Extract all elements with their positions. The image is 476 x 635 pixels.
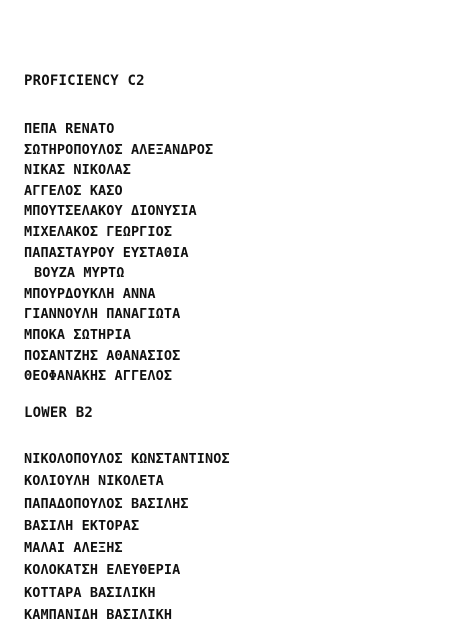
name-item: ΠΕΠΑ RENATO	[24, 121, 115, 137]
name-item: ΣΩΤΗΡΟΠΟΥΛΟΣ ΑΛΕΞΑΝΔΡΟΣ	[24, 141, 214, 158]
name-item: ΠΑΠΑΣΤΑΥΡΟΥ ΕΥΣΤΑΘΙΑ	[24, 244, 189, 261]
name-item: ΚΟΛΟΚΑΤΣΗ ΕΛΕΥΘΕΡΙΑ	[24, 562, 181, 579]
name-item: ΝΙΚΑΣ ΝΙΚΟΛΑΣ	[24, 162, 131, 179]
name-item: ΜΙΧΕΛΑΚΟΣ ΓΕΩΡΓΙΟΣ	[24, 223, 173, 240]
name-item: ΓΙΑΝΝΟΥΛΗ ΠΑΝΑΓΙΩΤΑ	[24, 306, 181, 323]
name-list-proficiency	[24, 119, 464, 387]
section-lower-b2	[24, 403, 464, 626]
name-item: ΠΑΠΑΔΟΠΟΥΛΟΣ ΒΑΣΙΛΗΣ	[24, 495, 189, 512]
section-proficiency-c2	[24, 71, 464, 387]
name-item: ΒΑΣΙΛΗ ΕΚΤΟΡΑΣ	[24, 517, 140, 534]
name-item: ΘΕΟΦΑΝΑΚΗΣ ΑΓΓΕΛΟΣ	[24, 368, 173, 385]
name-item: ΠΟΣΑΝΤΖΗΣ ΑΘΑΝΑΣΙΟΣ	[24, 347, 181, 364]
section-heading-proficiency: PROFICIENCY C2	[24, 73, 145, 89]
name-item: ΜΠΟΥΤΣΕΛΑΚΟΥ ΔΙΟΝΥΣΙΑ	[24, 203, 197, 220]
name-item: ΒΟΥΖΑ ΜΥΡΤΩ	[34, 265, 125, 282]
name-item: ΑΓΓΕΛΟΣ ΚΑΣΟ	[24, 182, 123, 199]
name-item: ΜΠΟΥΡΔΟΥΚΛΗ ΑΝΝΑ	[24, 285, 156, 302]
name-item: ΚΟΛΙΟΥΛΗ ΝΙΚΟΛΕΤΑ	[24, 473, 164, 490]
name-item: ΚΟΤΤΑΡΑ ΒΑΣΙΛΙΚΗ	[24, 584, 156, 601]
name-item: ΚΑΜΠΑΝΙΔΗ ΒΑΣΙΛΙΚΗ	[24, 607, 173, 624]
name-item: ΝΙΚΟΛΟΠΟΥΛΟΣ ΚΩΝΣΤΑΝΤΙΝΟΣ	[24, 451, 230, 467]
name-item: ΜΑΛΑΙ ΑΛΕΞΗΣ	[24, 540, 123, 557]
name-item: ΜΠΟΚΑ ΣΩΤΗΡΙΑ	[24, 326, 131, 343]
name-list-lower	[24, 448, 464, 626]
section-heading-lower: LOWER B2	[24, 405, 94, 421]
